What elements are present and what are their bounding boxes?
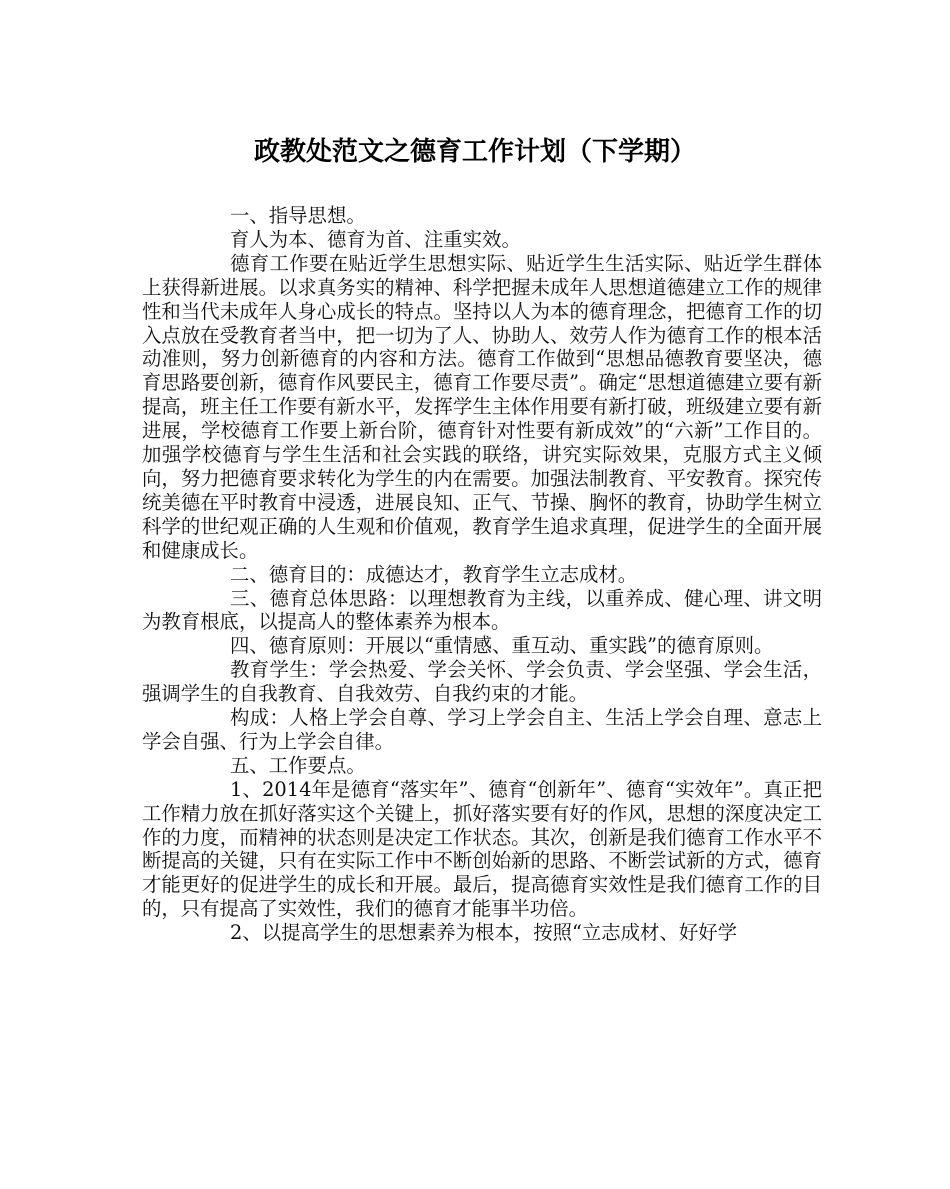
document-body [142, 204, 822, 945]
paragraph-composition: 构成：人格上学会自尊、学习上学会自主、生活上学会自理、意志上学会自强、行为上学会自律。 [142, 706, 822, 753]
document-title: 政教处范文之德育工作计划（下学期） [253, 137, 696, 167]
paragraph-educate-students: 教育学生：学会热爱、学会关怀、学会负责、学会坚强、学会生活，强调学生的自我教育、自我效劳、自我约束的才能。 [142, 658, 822, 706]
heading-moral-education-goal: 二、德育目的：成德达才，教育学生立志成材。 [230, 562, 638, 586]
paragraph-motto: 育人为本、德育为首、注重实效。 [230, 227, 521, 251]
paragraph-overall-approach: 三、德育总体思路：以理想教育为主线，以重养成、健心理、讲文明为教育根底，以提高人的整体素养为根本。 [142, 586, 822, 634]
heading-guiding-ideology: 一、指导思想。 [230, 204, 366, 227]
heading-work-points: 五、工作要点。 [230, 753, 366, 777]
paragraph-work-point-1: 1、2014年是德育“落实年”、德育“创新年”、德育“实效年”。真正把工作精力放在抓好落实这个关键上，抓好落实要有好的作风，思想的深度决定工作的力度，而精神的状态则是决定工作状态。其次，创新是我们德育工作水平不断提高的关键，只有在实际工作中不断创始新的思路、不断尝试新的方式，德育才能更好的促进学生的成长和开展。最后，提高德育实效性是我们德育工作的目的，只有提高了实效性，我们的德育才能事半功倍。 [142, 777, 822, 921]
paragraph-work-point-2: 2、以提高学生的思想素养为根本，按照“立志成材、好好学 [230, 921, 738, 945]
paragraph-principles: 四、德育原则：开展以“重情感、重互动、重实践”的德育原则。 [230, 634, 774, 658]
paragraph-moral-education-overview: 德育工作要在贴近学生思想实际、贴近学生生活实际、贴近学生群体上获得新进展。以求真务实的精神、科学把握未成年人思想道德建立工作的规律性和当代未成年人身心成长的特点。坚持以人为本的德育理念，把德育工作的切入点放在受教育者当中，把一切为了人、协助人、效劳人作为德育工作的根本活动准则，努力创新德育的内容和方法。德育工作做到“思想品德教育要坚决，德育思路要创新，德育作风要民主，德育工作要尽责”。确定“思想道德建立要有新提高，班主任工作要有新水平，发挥学生主体作用要有新打破，班级建立要有新进展，学校德育工作要上新台阶，德育针对性要有新成效”的“六新”工作目的。加强学校德育与学生生活和社会实践的联络，讲究实际效果，克服方式主义倾向，努力把德育要求转化为学生的内在需要。加强法制教育、平安教育。探究传统美德在平时教育中浸透，进展良知、正气、节操、胸怀的教育，协助学生树立科学的世纪观正确的人生观和价值观，教育学生追求真理，促进学生的全面开展和健康成长。 [142, 251, 822, 562]
